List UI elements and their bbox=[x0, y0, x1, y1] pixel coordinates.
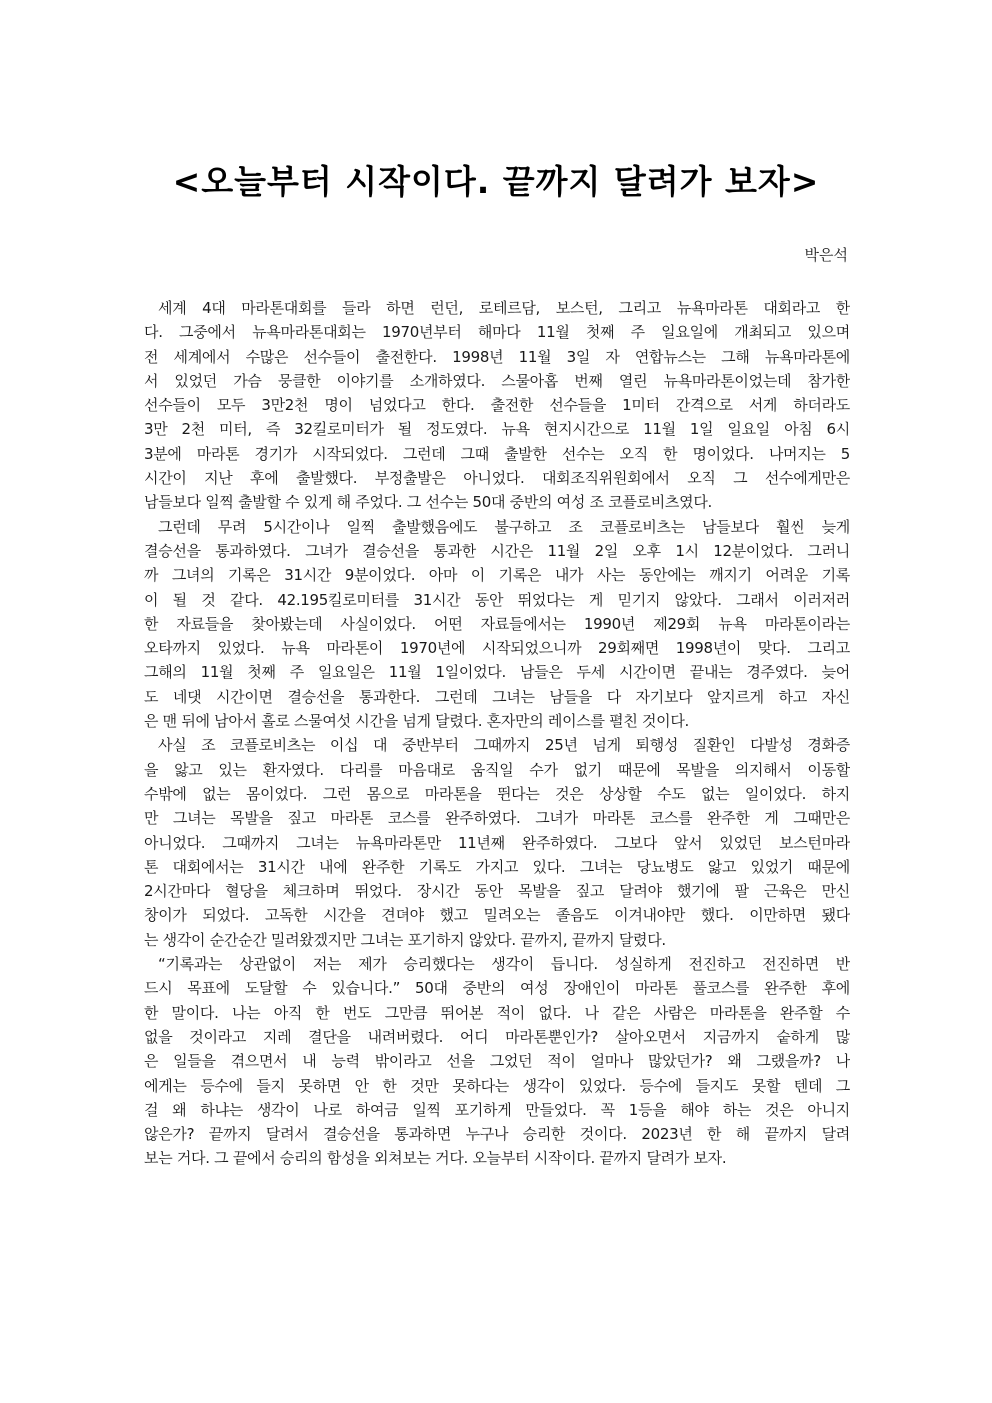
text-line: 한 자료들을 찾아봤는데 사실이었다. 어떤 자료들에서는 1990년 제29회 뉴욕 마라톤이라는 bbox=[144, 614, 850, 633]
text-line: 만 그녀는 목발을 짚고 마라톤 코스를 완주하였다. 그녀가 마라톤 코스를 완주한 게 그때만은 bbox=[144, 809, 850, 828]
text-line: 그런데 무려 5시간이나 일찍 출발했음에도 불구하고 조 코플로비츠는 남들보다 훨씬 늦게 bbox=[158, 517, 850, 536]
text-line: 이 될 것 같다. 42.195킬로미터를 31시간 동안 뛰었다는 게 믿기지 않았다. 그래서 이러저러 bbox=[144, 590, 850, 609]
text-line: 않은가? 끝까지 달려서 결승선을 통과하면 누구나 승리한 것이다. 2023년 한 해 끝까지 달려 bbox=[144, 1125, 850, 1144]
text-line: 에게는 등수에 들지 못하면 안 한 것만 못하다는 생각이 있었다. 등수에 들지도 못할 텐데 그 bbox=[144, 1076, 850, 1095]
text-line: 수밖에 없는 몸이었다. 그런 몸으로 마라톤을 뛴다는 것은 상상할 수도 없는 일이었다. 하지 bbox=[144, 784, 850, 803]
text-line: “기록과는 상관없이 저는 제가 승리했다는 생각이 듭니다. 성실하게 전진하고 전진하면 반 bbox=[158, 955, 850, 974]
text-line: 서 있었던 가슴 뭉클한 이야기를 소개하였다. 스물아홉 번째 열린 뉴욕마라톤이었는데 참가한 bbox=[144, 371, 850, 390]
text-line: 는 생각이 순간순간 밀려왔겠지만 그녀는 포기하지 않았다. 끝까지, 끝까지 달렸다. bbox=[144, 930, 666, 949]
text-line: 시간이 지난 후에 출발했다. 부정출발은 아니었다. 대회조직위원회에서 오직 그 선수에게만은 bbox=[144, 469, 850, 488]
text-line: 은 일들을 겪으면서 내 능력 밖이라고 선을 그었던 적이 얼마나 많았던가? 왜 그랬을까? 나 bbox=[144, 1052, 850, 1071]
paragraph bbox=[144, 952, 850, 1171]
text-line: 남들보다 일찍 출발할 수 있게 해 주었다. 그 선수는 50대 중반의 여성 조 코플로비츠였다. bbox=[144, 493, 712, 512]
text-line: 도 네댓 시간이면 결승선을 통과한다. 그런데 그녀는 남들을 다 자기보다 앞지르게 하고 자신 bbox=[144, 687, 850, 706]
author-name: 박은석 bbox=[804, 246, 848, 264]
text-line: 선수들이 모두 3만2천 명이 넘었다고 한다. 출전한 선수들을 1미터 간격으로 서게 하더라도 bbox=[144, 396, 850, 415]
text-line: 창이가 되었다. 고독한 시간을 견뎌야 했고 밀려오는 졸음도 이겨내야만 했다. 이만하면 됐다 bbox=[144, 906, 850, 925]
text-line: 세계 4대 마라톤대회를 들라 하면 런던, 로테르담, 보스턴, 그리고 뉴욕마라톤 대회라고 한 bbox=[158, 299, 850, 317]
text-line: 오타까지 있었다. 뉴욕 마라톤이 1970년에 시작되었으니까 29회째면 1998년이 맞다. 그리고 bbox=[144, 639, 850, 658]
text-line: 사실 조 코플로비츠는 이십 대 중반부터 그때까지 25년 넘게 퇴행성 질환인 다발성 경화증 bbox=[158, 736, 850, 755]
text-line: 2시간마다 혈당을 체크하며 뛰었다. 장시간 동안 목발을 짚고 달려야 했기에 팔 근육은 만신 bbox=[144, 882, 850, 901]
text-line: 보는 거다. 그 끝에서 승리의 함성을 외쳐보는 거다. 오늘부터 시작이다. 끝까지 달려가 보자. bbox=[144, 1149, 727, 1168]
text-line: 걸 왜 하냐는 생각이 나로 하여금 일찍 포기하게 만들었다. 꼭 1등을 해야 하는 것은 아니지 bbox=[144, 1100, 850, 1119]
text-line: 한 말이다. 나는 아직 한 번도 그만큼 뛰어본 적이 없다. 나 같은 사람은 마라톤을 완주할 수 bbox=[144, 1003, 850, 1022]
text-line: 없을 것이라고 지레 결단을 내려버렸다. 어디 마라톤뿐인가? 살아오면서 지금까지 숱하게 많 bbox=[144, 1027, 850, 1046]
text-line: 은 맨 뒤에 남아서 홀로 스물여섯 시간을 넘게 달렸다. 혼자만의 레이스를 펼친 것이다. bbox=[144, 712, 690, 731]
text-line: 드시 목표에 도달할 수 있습니다.” 50대 중반의 여성 장애인이 마라톤 풀코스를 완주한 후에 bbox=[144, 979, 850, 998]
text-line: 다. 그중에서 뉴욕마라톤대회는 1970년부터 해마다 11월 첫째 주 일요일에 개최되고 있으며 bbox=[144, 323, 850, 342]
text-line: 아니었다. 그때까지 그녀는 뉴욕마라톤만 11년째 완주하였다. 그보다 앞서 있었던 보스턴마라 bbox=[144, 833, 850, 852]
text-line: 결승선을 통과하였다. 그녀가 결승선을 통과한 시간은 11월 2일 오후 1시 12분이었다. 그러니 bbox=[144, 541, 850, 560]
text-line: 을 앓고 있는 환자였다. 다리를 마음대로 움직일 수가 없기 때문에 목발을 의지해서 이동할 bbox=[144, 760, 850, 779]
text-line: 3분에 마라톤 경기가 시작되었다. 그런데 그때 출발한 선수는 오직 한 명이었다. 나머지는 5 bbox=[144, 444, 850, 463]
document-body bbox=[144, 296, 850, 1171]
text-line: 3만 2천 미터, 즉 32킬로미터가 될 정도였다. 뉴욕 현지시간으로 11월 1일 일요일 아침 6시 bbox=[144, 420, 850, 439]
text-line: 까 그녀의 기록은 31시간 9분이었다. 아마 이 기록은 내가 사는 동안에는 깨지기 어려운 기록 bbox=[144, 566, 850, 585]
document-title: <오늘부터 시작이다. 끝까지 달려가 보자> bbox=[172, 162, 820, 201]
text-line: 전 세계에서 수많은 선수들이 출전한다. 1998년 11월 3일 자 연합뉴스는 그해 뉴욕마라톤에 bbox=[144, 347, 850, 366]
paragraph bbox=[144, 515, 850, 734]
text-line: 톤 대회에서는 31시간 내에 완주한 기록도 가지고 있다. 그녀는 당뇨병도 앓고 있었기 때문에 bbox=[144, 857, 850, 876]
paragraph bbox=[144, 296, 850, 515]
text-line: 그해의 11월 첫째 주 일요일은 11월 1일이었다. 남들은 두세 시간이면 끝내는 경주였다. 늦어 bbox=[144, 663, 850, 682]
paragraph bbox=[144, 733, 850, 952]
